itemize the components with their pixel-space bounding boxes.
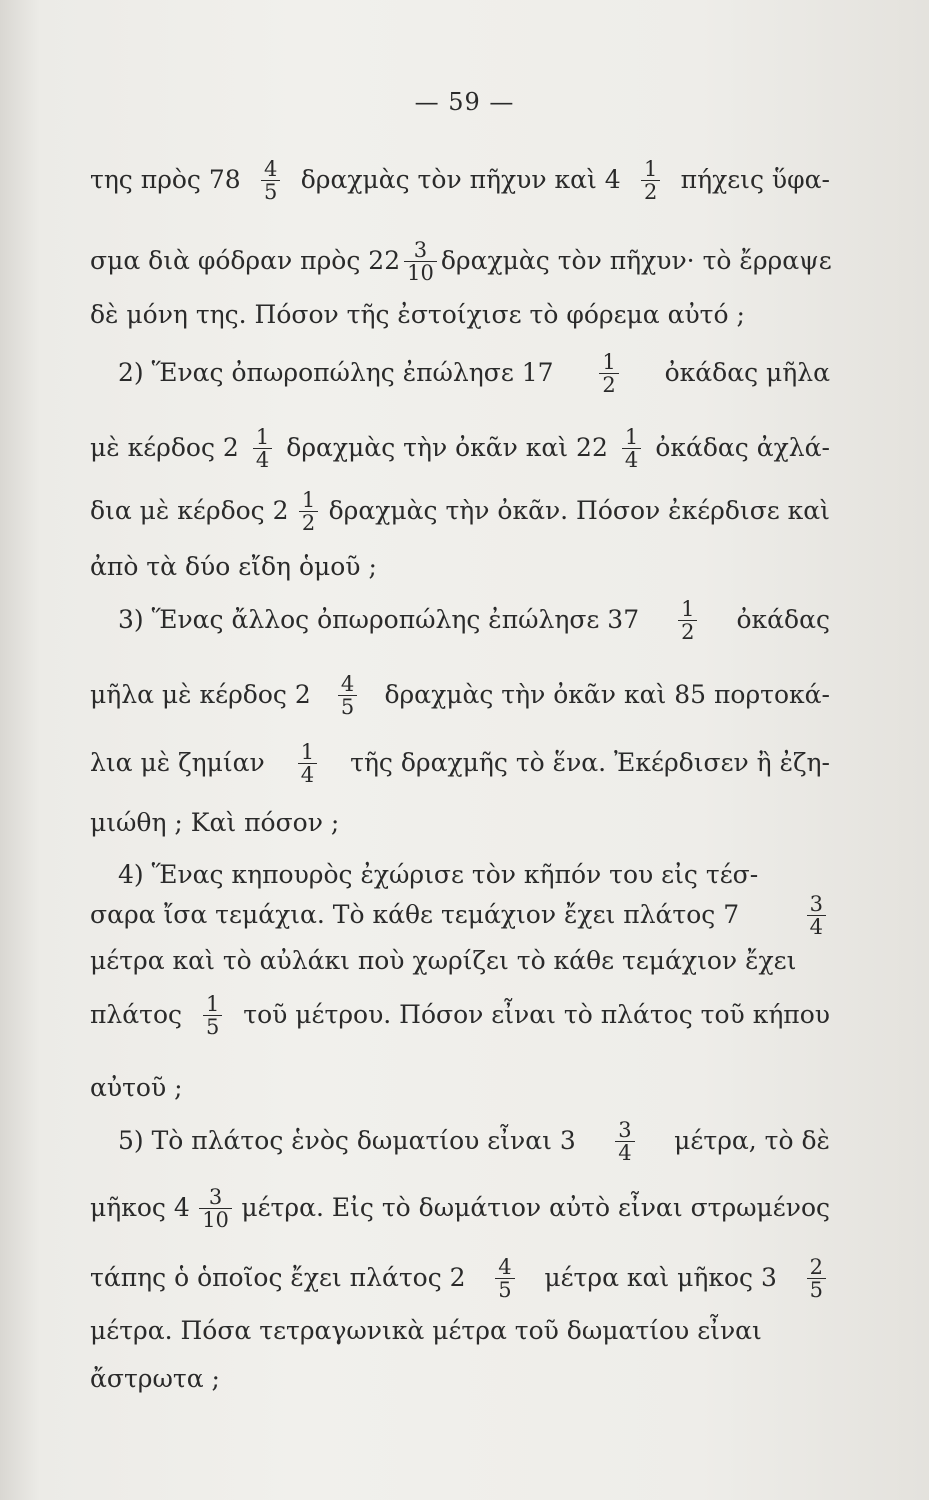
fraction-numerator: 1: [301, 487, 316, 512]
text-line: [90, 946, 830, 976]
fraction-numerator: 1: [681, 596, 695, 621]
text-segment: τάπης ὁ ὁποῖος ἔχει πλάτος 2: [90, 1263, 466, 1292]
fraction-numerator: 4: [498, 1254, 512, 1279]
fraction-numerator: 3: [809, 891, 823, 916]
text-line: [90, 156, 830, 204]
text-segment: ἄστρωτα ;: [90, 1364, 220, 1393]
text-line: [90, 891, 830, 939]
text-segment: μῆλα μὲ κέρδος 2: [90, 680, 311, 709]
fraction-denominator: 4: [298, 763, 317, 786]
text-segment: δραχμὰς τὴν ὀκᾶν καὶ 85 πορτοκά-: [384, 680, 830, 709]
fraction: [199, 1186, 232, 1231]
fraction-denominator: 5: [338, 695, 357, 718]
text-segment: δὲ μόνη της. Πόσον τῆς ἐστοίχισε τὸ φόρεμα αὐτό ;: [90, 300, 745, 329]
text-line: [90, 1184, 830, 1232]
fraction-numerator: 3: [413, 237, 428, 262]
text-line: [118, 596, 830, 644]
text-line: [90, 991, 830, 1039]
text-line: [90, 739, 830, 787]
fraction: [404, 239, 437, 284]
fraction: [615, 1119, 634, 1164]
text-segment: 2) Ἕνας ὀπωροπώλης ἐπώλησε 17: [118, 358, 554, 387]
text-line: [90, 487, 830, 535]
fraction-numerator: 4: [340, 671, 355, 696]
fraction-denominator: 2: [641, 180, 660, 203]
fraction: [298, 741, 317, 786]
fraction-numerator: 1: [643, 156, 658, 181]
fraction: [203, 993, 222, 1038]
fraction-denominator: 2: [299, 511, 318, 534]
text-segment: ἀπὸ τὰ δύο εἴδη ὁμοῦ ;: [90, 552, 377, 581]
text-line: [118, 860, 830, 890]
fraction-numerator: 1: [255, 424, 270, 449]
text-segment: ὀκάδας μῆλα: [664, 358, 830, 387]
fraction-numerator: 1: [624, 424, 639, 449]
text-segment: δραχμὰς τὴν ὀκᾶν. Πόσον ἐκέρδισε καὶ: [328, 496, 830, 525]
fraction-denominator: 4: [615, 1141, 634, 1164]
text-segment: μῆκος 4: [90, 1193, 190, 1222]
text-segment: ὀκάδας ἀχλά-: [655, 433, 830, 462]
fraction-denominator: 4: [807, 915, 826, 938]
text-segment: τῆς δραχμῆς τὸ ἕνα. Ἐκέρδισεν ἢ ἐζη-: [350, 748, 830, 777]
text-segment: μέτρα. Πόσα τετραγωνικὰ μέτρα τοῦ δωματίου εἶναι: [90, 1316, 762, 1345]
fraction-denominator: 10: [199, 1208, 232, 1231]
text-line: [90, 671, 830, 719]
text-line: [90, 1254, 830, 1302]
text-segment: δραχμὰς τὸν πῆχυν· τὸ ἔρραψε: [440, 246, 832, 275]
fraction: [678, 598, 697, 643]
text-segment: μέτρα. Εἰς τὸ δωμάτιον αὐτὸ εἶναι στρωμένος: [241, 1193, 830, 1222]
text-segment: της πρὸς 78: [90, 165, 241, 194]
fraction-denominator: 4: [253, 448, 272, 471]
text-segment: δια μὲ κέρδος 2: [90, 496, 289, 525]
fraction: [495, 1256, 514, 1301]
fraction-numerator: 1: [300, 739, 315, 764]
text-line: [90, 1316, 830, 1346]
fraction: [599, 351, 618, 396]
fraction-denominator: 2: [678, 620, 697, 643]
text-segment: μὲ κέρδος 2: [90, 433, 239, 462]
text-line: [90, 552, 830, 582]
fraction-denominator: 5: [807, 1278, 826, 1301]
text-segment: μέτρα, τὸ δὲ: [674, 1126, 830, 1155]
text-segment: 4) Ἕνας κηπουρὸς ἐχώρισε τὸν κῆπόν του εἰς τέσ-: [118, 860, 759, 889]
fraction: [807, 893, 826, 938]
fraction-numerator: 1: [205, 991, 220, 1016]
text-segment: πήχεις ὕφα-: [680, 165, 830, 194]
text-segment: δραχμὰς τὴν ὀκᾶν καὶ 22: [286, 433, 608, 462]
text-line: [118, 1117, 830, 1165]
fraction-numerator: 1: [602, 349, 616, 374]
fraction-denominator: 5: [261, 180, 280, 203]
text-line: [90, 1364, 830, 1394]
fraction-numerator: 3: [208, 1184, 223, 1209]
fraction: [253, 426, 272, 471]
text-segment: 3) Ἕνας ἄλλος ὀπωροπώλης ἐπώλησε 37: [118, 605, 640, 634]
text-line: [118, 349, 830, 397]
text-segment: ὀκάδας: [736, 605, 830, 634]
fraction: [622, 426, 641, 471]
text-segment: πλάτος: [90, 1000, 183, 1029]
text-line: [90, 808, 830, 838]
fraction-numerator: 3: [618, 1117, 632, 1142]
text-segment: μέτρα καὶ μῆκος 3: [544, 1263, 777, 1292]
text-segment: σαρα ἴσα τεμάχια. Τὸ κάθε τεμάχιον ἔχει πλάτος 7: [90, 900, 740, 929]
fraction-numerator: 2: [809, 1254, 823, 1279]
fraction: [299, 489, 318, 534]
fraction: [261, 158, 280, 203]
fraction-denominator: 5: [203, 1015, 222, 1038]
text-line: [90, 300, 830, 330]
text-segment: μιώθη ; Καὶ πόσον ;: [90, 808, 340, 837]
fraction: [338, 673, 357, 718]
text-segment: δραχμὰς τὸν πῆχυν καὶ 4: [300, 165, 621, 194]
fraction-denominator: 5: [495, 1278, 514, 1301]
fraction: [807, 1256, 826, 1301]
page-number: — 59 —: [414, 88, 515, 116]
text-segment: αὐτοῦ ;: [90, 1073, 183, 1102]
text-segment: τοῦ μέτρου. Πόσον εἶναι τὸ πλάτος τοῦ κήπου: [243, 1000, 830, 1029]
fraction-denominator: 4: [622, 448, 641, 471]
fraction-denominator: 10: [404, 261, 437, 284]
text-line: [90, 237, 832, 285]
fraction: [641, 158, 660, 203]
text-segment: σμα διὰ φόδραν πρὸς 22: [90, 246, 401, 275]
text-segment: μέτρα καὶ τὸ αὐλάκι ποὺ χωρίζει τὸ κάθε τεμάχιον ἔχει: [90, 946, 797, 975]
text-segment: 5) Τὸ πλάτος ἑνὸς δωματίου εἶναι 3: [118, 1126, 576, 1155]
fraction-numerator: 4: [264, 156, 278, 181]
fraction-denominator: 2: [599, 373, 618, 396]
text-line: [90, 1073, 830, 1103]
text-line: [90, 424, 830, 472]
text-segment: λια μὲ ζημίαν: [90, 748, 265, 777]
